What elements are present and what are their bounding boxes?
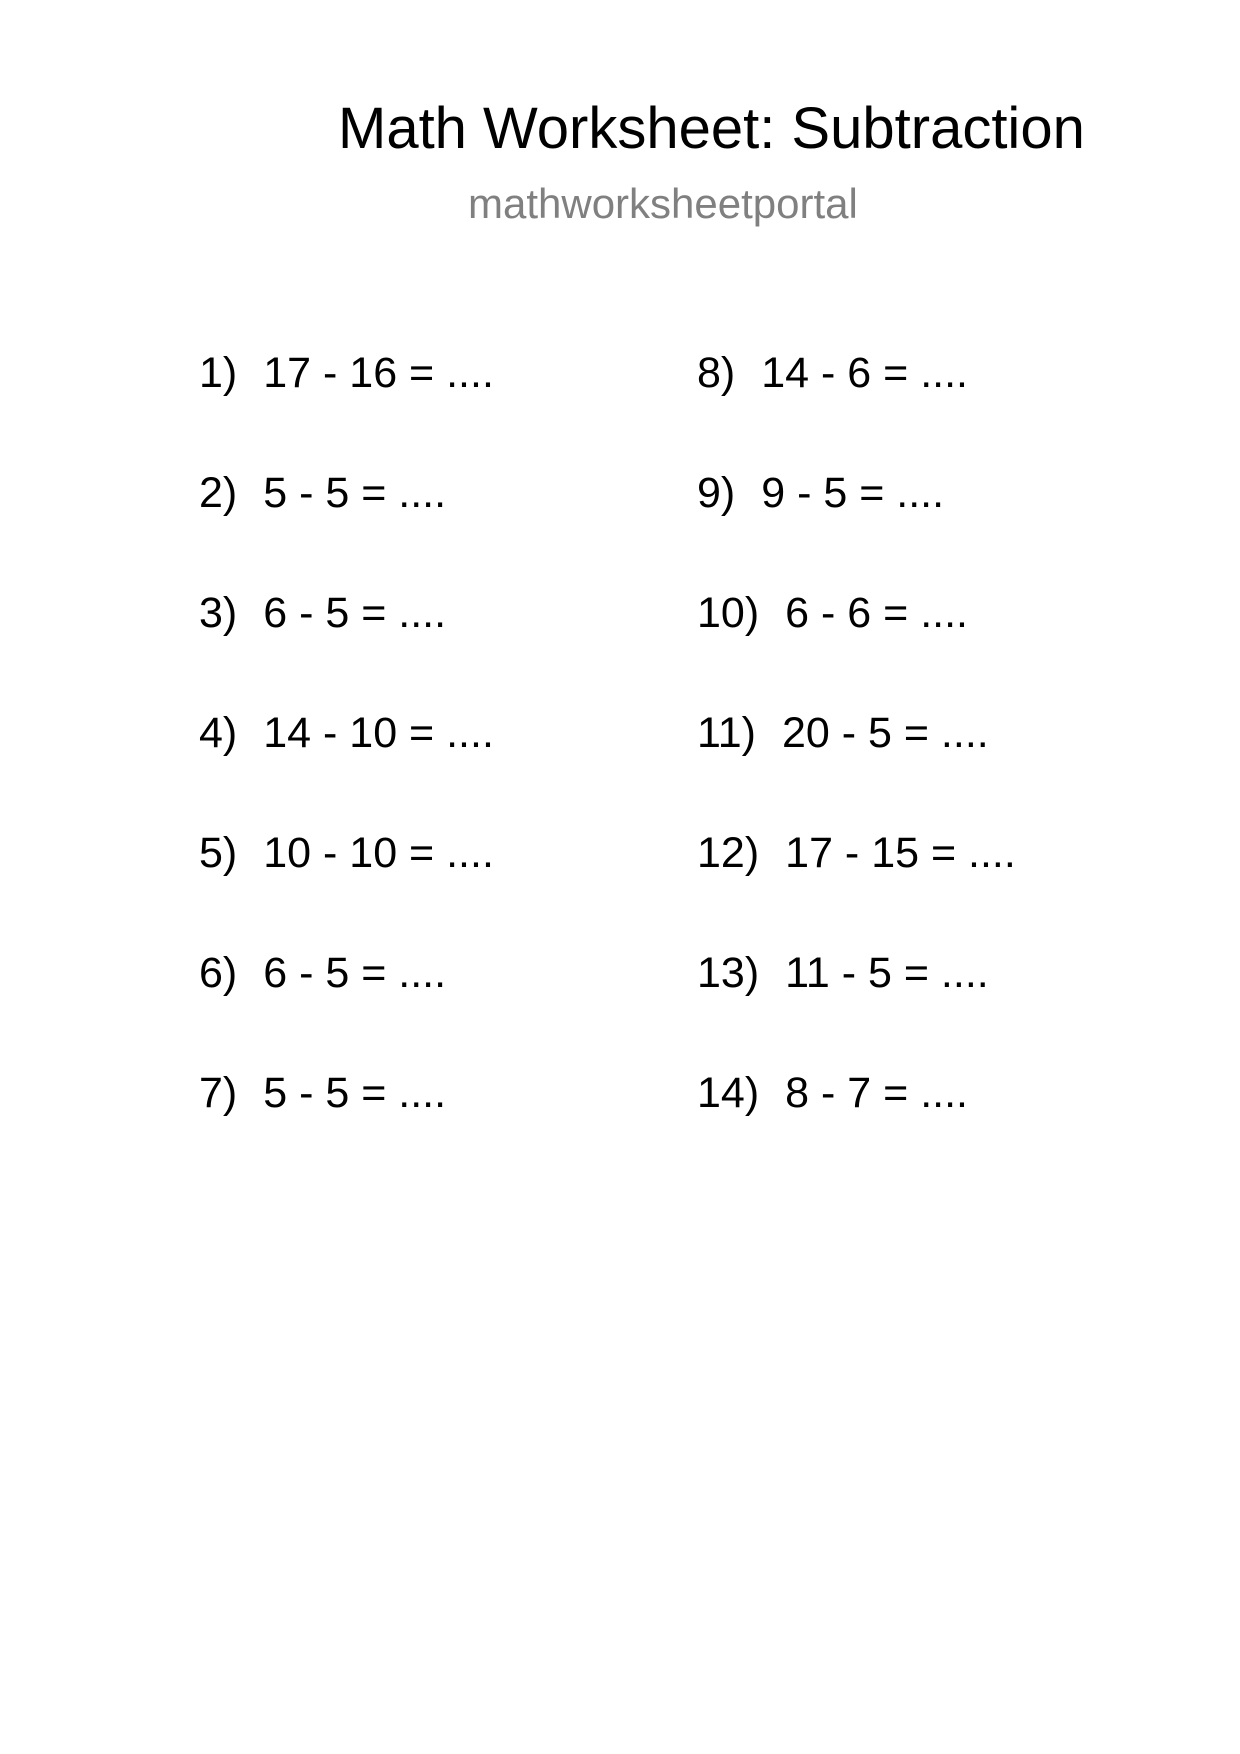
- problems-column-right: [697, 348, 1016, 1188]
- problem-1: [199, 348, 494, 468]
- problem-expression: 5 - 5 = ....: [263, 1069, 447, 1117]
- problem-number: 12): [697, 829, 760, 877]
- problem-14: [697, 1068, 1016, 1188]
- problem-expression: 5 - 5 = ....: [263, 469, 447, 517]
- problem-6: [199, 948, 494, 1068]
- problem-expression: 6 - 6 = ....: [785, 589, 968, 637]
- worksheet-source: mathworksheetportal: [468, 180, 858, 227]
- problem-expression: 6 - 5 = ....: [263, 949, 447, 997]
- problem-expression: 8 - 7 = ....: [785, 1069, 968, 1117]
- problem-9: [697, 468, 1016, 588]
- problem-number: 14): [697, 1069, 760, 1117]
- problem-number: 5): [199, 829, 238, 877]
- problem-7: [199, 1068, 494, 1188]
- problem-number: 6): [199, 949, 238, 997]
- problem-4: [199, 708, 494, 828]
- problem-expression: 10 - 10 = ....: [263, 829, 494, 877]
- problem-number: 9): [697, 469, 736, 517]
- problem-10: [697, 588, 1016, 708]
- problem-expression: 20 - 5 = ....: [781, 709, 989, 757]
- problem-3: [199, 588, 494, 708]
- problem-5: [199, 828, 494, 948]
- problem-2: [199, 468, 494, 588]
- problem-expression: 11 - 5 = ....: [785, 949, 989, 997]
- problem-number: 1): [199, 349, 238, 397]
- problem-12: [697, 828, 1016, 948]
- problem-11: [697, 708, 1016, 828]
- problems-column-left: [199, 348, 494, 1188]
- problem-8: [697, 348, 1016, 468]
- problem-expression: 14 - 6 = ....: [761, 349, 968, 397]
- problem-expression: 14 - 10 = ....: [263, 709, 494, 757]
- problem-expression: 17 - 16 = ....: [263, 349, 494, 397]
- problem-number: 7): [199, 1069, 238, 1117]
- problem-number: 10): [697, 589, 760, 637]
- problem-number: 4): [199, 709, 238, 757]
- problem-number: 8): [697, 349, 736, 397]
- problem-number: 2): [199, 469, 238, 517]
- problem-number: 3): [199, 589, 238, 637]
- problem-number: 11): [697, 709, 756, 757]
- problem-13: [697, 948, 1016, 1068]
- problem-number: 13): [697, 949, 760, 997]
- problem-expression: 9 - 5 = ....: [761, 469, 945, 517]
- worksheet-title: Math Worksheet: Subtraction: [338, 96, 1085, 161]
- problem-expression: 17 - 15 = ....: [785, 829, 1016, 877]
- problem-expression: 6 - 5 = ....: [263, 589, 447, 637]
